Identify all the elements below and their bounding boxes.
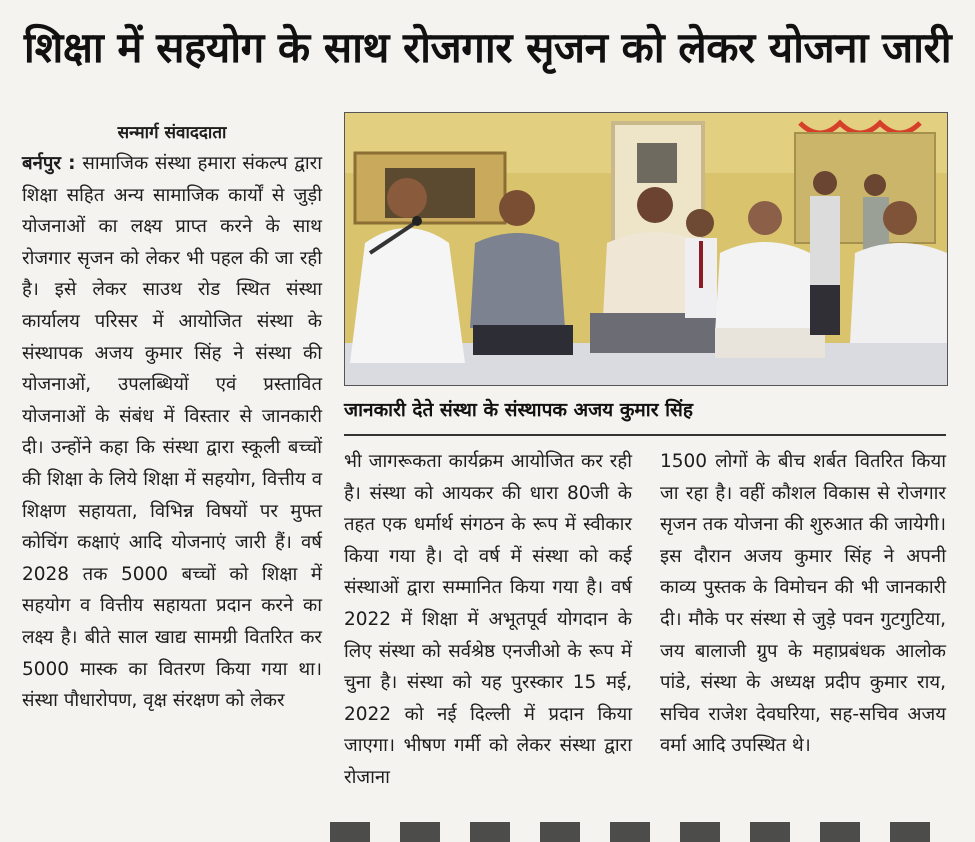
caption-rule — [344, 434, 946, 436]
byline: सन्मार्ग संवाददाता — [117, 123, 227, 143]
column-1-text — [22, 148, 322, 717]
photo-caption: जानकारी देते संस्था के संस्थापक अजय कुमार सिंह — [344, 399, 693, 421]
column-2-text: भी जागरूकता कार्यक्रम आयोजित कर रही है। संस्था को आयकर की धारा 80जी के तहत एक धर्मार्थ संगठन के रूप में स्वीकार किया गया है। दो वर्ष में संस्था को कई संस्थाओं द्वारा सम्मानित किया गया है। वर्ष 2022 में शिक्षा में अभूतपूर्व योगदान के लिए संस्था को सर्वश्रेष्ठ एनजीओ के रूप में चुना है। संस्था को यह पुरस्कार 15 मई, 2022 को नई दिल्ली में प्रदान किया जाएगा। भीषण गर्मी को लेकर संस्था द्वारा रोजाना — [344, 451, 632, 788]
meeting-photo-illustration — [345, 113, 947, 385]
article-column-3 — [660, 446, 946, 762]
dateline: बर्नपुर : — [22, 153, 76, 174]
next-headline-cut — [330, 822, 930, 842]
article-column-1 — [22, 118, 322, 717]
column-1-body: सामाजिक संस्था हमारा संकल्प द्वारा शिक्षा सहित अन्य सामाजिक कार्यों से जुड़ी योजनाओं का लक्ष्य प्राप्त करने के साथ रोजगार सृजन को लेकर भी पहल की जा रही है। इसे लेकर साउथ रोड स्थित संस्था कार्यालय परिसर में आयोजित संस्था के संस्थापक अजय कुमार सिंह ने संस्था की योजनाओं, उपलब्धियों एवं प्रस्तावित योजनाओं के संबंध में विस्तार से जानकारी दी। उन्होंने कहा कि संस्था द्वारा स्कूली बच्चों की शिक्षा के लिये शिक्षा में सहयोग, वित्तीय व शिक्षण सहायता, विभिन्न विषयों पर मुफ्त कोचिंग कक्षाएं आदि योजनाएं जारी हैं। वर्ष 2028 तक 5000 बच्चों को शिक्षा में सहयोग व वित्तीय सहायता प्रदान करने का लक्ष्य है। बीते साल खाद्य सामग्री वितरित कर 5000 मास्क का वितरण किया गया था। संस्था पौधारोपण, वृक्ष संरक्षण को लेकर — [22, 153, 322, 712]
article-column-2 — [344, 446, 632, 794]
headline: शिक्षा में सहयोग के साथ रोजगार सृजन को लेकर योजना जारी — [23, 23, 952, 72]
news-photo — [344, 112, 948, 386]
column-3-text: 1500 लोगों के बीच शर्बत वितरित किया जा रहा है। वहीं कौशल विकास से रोजगार सृजन तक योजना की शुरुआत की जायेगी। इस दौरान अजय कुमार सिंह ने अपनी काव्य पुस्तक के विमोचन की भी जानकारी दी। मौके पर संस्था से जुड़े पवन गुटगुटिया, जय बालाजी ग्रुप के महाप्रबंधक आलोक पांडे, संस्था के अध्यक्ष प्रदीप कुमार राय, सचिव राजेश देवघरिया, सह-सचिव अजय वर्मा आदि उपस्थित थे। — [660, 451, 946, 757]
